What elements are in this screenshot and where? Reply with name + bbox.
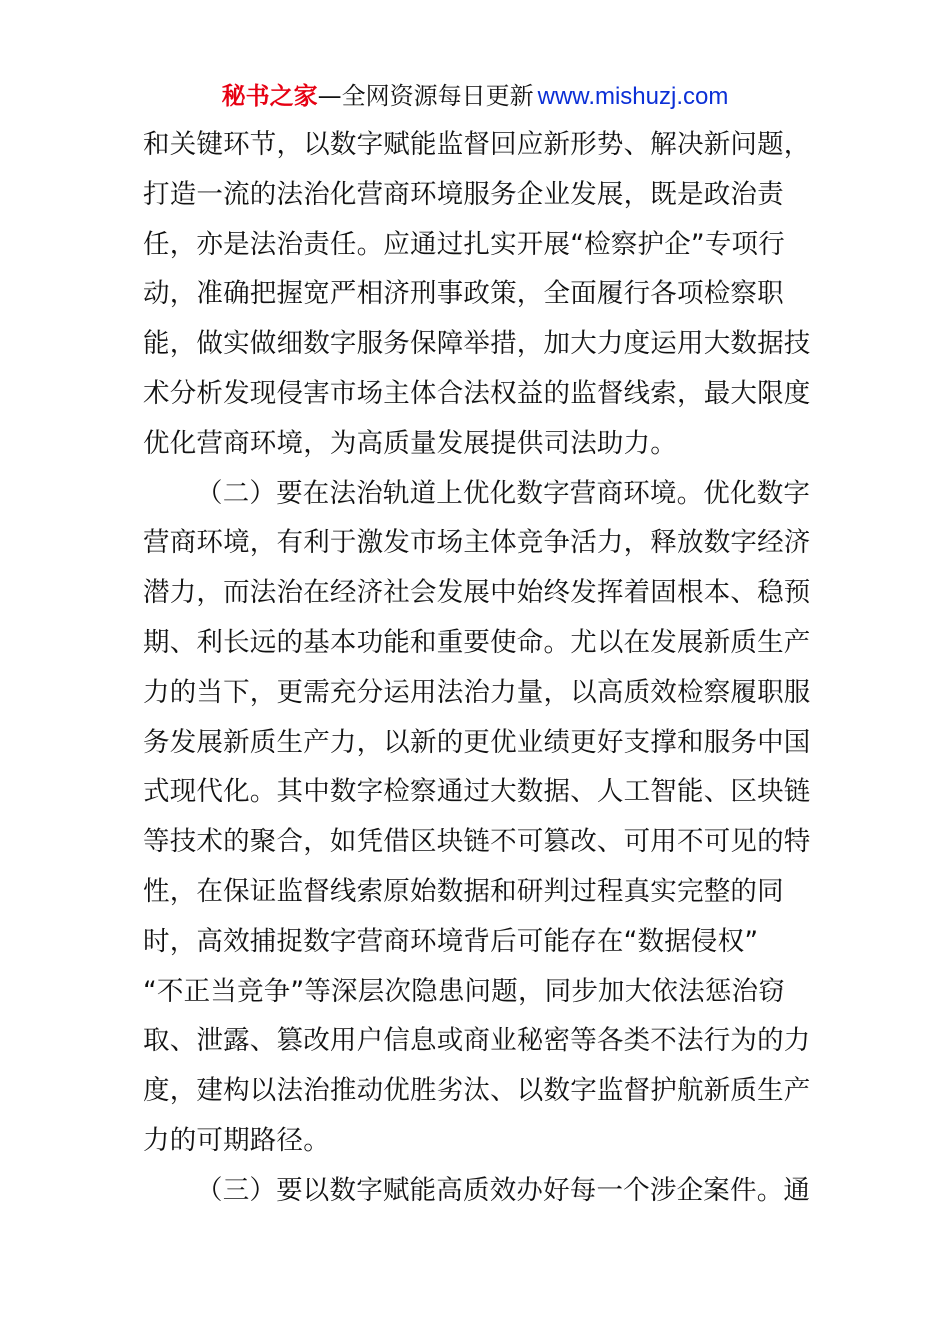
text-line: 等技术的聚合，如凭借区块链不可篡改、可用不可见的特 bbox=[143, 826, 811, 858]
section-heading-line: （二）要在法治轨道上优化数字营商环境。优化数字 bbox=[196, 477, 811, 509]
header-slogan: —全网资源每日更新 bbox=[317, 82, 534, 110]
brand-name: 秘书之家 bbox=[221, 82, 318, 110]
text-line: “不正当竞争”等深层次隐患问题，同步加大依法惩治窃 bbox=[143, 975, 785, 1007]
text-line: 打造一流的法治化营商环境服务企业发展，既是政治责 bbox=[143, 178, 784, 210]
text-line: 任，亦是法治责任。应通过扎实开展“检察护企”专项行 bbox=[143, 228, 785, 260]
text-line: 能，做实做细数字服务保障举措，加大力度运用大数据技 bbox=[143, 328, 811, 360]
text-line: 动，准确把握宽严相济刑事政策，全面履行各项检察职 bbox=[143, 278, 784, 310]
text-line: 取、泄露、篡改用户信息或商业秘密等各类不法行为的力 bbox=[143, 1025, 811, 1057]
text-line: 式现代化。其中数字检察通过大数据、人工智能、区块链 bbox=[143, 776, 811, 808]
text-line: 期、利长远的基本功能和重要使命。尤以在发展新质生产 bbox=[143, 626, 811, 658]
section-heading-line: （三）要以数字赋能高质效办好每一个涉企案件。通 bbox=[196, 1174, 811, 1206]
text-line: 优化营商环境，为高质量发展提供司法助力。 bbox=[143, 427, 677, 459]
text-line: 务发展新质生产力，以新的更优业绩更好支撑和服务中国 bbox=[143, 726, 811, 758]
text-line: 力的可期路径。 bbox=[143, 1124, 330, 1156]
document-body bbox=[143, 120, 813, 1216]
text-line: 力的当下，更需充分运用法治力量，以高质效检察履职服 bbox=[143, 676, 811, 708]
text-line: 潜力，而法治在经济社会发展中始终发挥着固根本、稳预 bbox=[143, 577, 811, 609]
text-line: 和关键环节，以数字赋能监督回应新形势、解决新问题， bbox=[143, 129, 811, 160]
text-line: 营商环境，有利于激发市场主体竞争活力，释放数字经济 bbox=[143, 527, 811, 559]
text-line: 性，在保证监督线索原始数据和研判过程真实完整的同 bbox=[143, 875, 784, 907]
text-line: 时，高效捕捉数字营商环境背后可能存在“数据侵权” bbox=[143, 925, 759, 957]
text-line: 度，建构以法治推动优胜劣汰、以数字监督护航新质生产 bbox=[143, 1075, 811, 1107]
site-header bbox=[0, 78, 950, 115]
site-url-link[interactable]: www.mishuzj.com bbox=[537, 83, 729, 110]
text-line: 术分析发现侵害市场主体合法权益的监督线索，最大限度 bbox=[143, 377, 811, 409]
